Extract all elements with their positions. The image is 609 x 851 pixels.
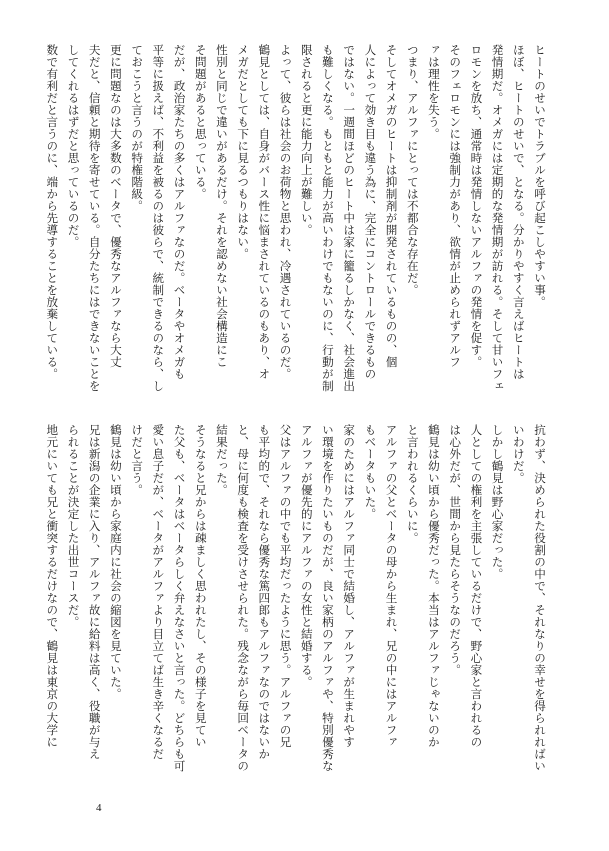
text-line: 愛い息子だが、ベータがアルファより目立てば生き辛くなるだ (151, 424, 166, 760)
text-line: 数で有利だと言うのに、端から先導することを放棄している。 (45, 44, 60, 380)
text-line: と言われるくらいに。 (405, 424, 420, 544)
text-line: 結果だった。 (214, 424, 229, 496)
text-line: ほぼ、ヒートのせいで、となる。分かりやすく言えばヒートは (511, 44, 526, 380)
text-line: 夫だと、信頼と期待を寄せている。自分たちにはできないことを (87, 44, 102, 392)
text-line: 家のためにはアルファ同士で結婚し、アルファが生まれやす (342, 424, 357, 748)
text-line: 人によって効き目も違う為に、完全にコントロールできるもの (363, 44, 378, 380)
text-line: 更に問題なのは大多数のベータで、優秀なアルファなら大丈 (108, 44, 123, 368)
text-line: ておこうと言うのが特権階級。 (130, 44, 145, 212)
text-line: 兄は新潟の企業に入り、アルファ故に給料は高く、役職が与え (87, 424, 102, 760)
text-line: そのフェロモンには強制力があり、欲情が止められずアルフ (448, 44, 463, 368)
text-line: そ問題があると思っている。 (193, 44, 208, 200)
text-line: しかし鶴見は野心家だった。 (490, 424, 505, 580)
text-line: メガだとしても下に見るつもりはない。 (236, 44, 251, 260)
text-line: よって、彼らは社会のお荷物と思われ、冷遇されているのだ。 (278, 44, 293, 380)
text-line: ァは理性を失う。 (426, 44, 441, 140)
text-line: 性別と同じで違いがあるだけ。それを認めない社会構造にこ (214, 44, 229, 368)
text-line: も難しくなる。もともと能力が高いわけでもないのに、行動が制 (320, 44, 335, 392)
text-line: アルファの父とベータの母から生まれ、兄の中にはアルファ (384, 424, 399, 748)
text-line: と、母に何度も検査を受けさせられた。残念ながら毎回ベータの (236, 424, 251, 772)
text-line: 抗わず、決められた役割の中で、それなりの幸せを得られればい (533, 424, 547, 772)
text-line: 鶴見は幼い頃から家庭内に社会の縮図を見ていた。 (108, 424, 123, 700)
text-line: アルファが優先的にアルファの女性と結婚する。 (299, 424, 314, 688)
text-line: は心外だが、世間から見たらそうなのだろう。 (448, 424, 463, 676)
text-line: 父はアルファの中でも平均だったように思う。アルファの兄 (278, 424, 293, 748)
text-line: た父も、ベータはベータらしく弁えなさいと言った。どちらも可 (172, 424, 187, 772)
text-line: もベータもいた。 (363, 424, 378, 520)
text-line: ではない。一週間ほどのヒート中は家に籠るしかなく、社会進出 (342, 44, 357, 392)
text-line: 人としての権利を主張しているだけで、野心家と言われるの (469, 424, 484, 748)
text-line: そしてオメガのヒートは抑制剤が開発されているものの、個 (384, 44, 399, 368)
text-line: い環境を作りたいものだが、良い家柄のアルファや、特別優秀な (320, 424, 335, 772)
text-line: いわけだ。 (511, 424, 526, 484)
text-block-lower (45, 424, 550, 780)
text-line: ヒートのせいでトラブルを呼び起こしやすい事。 (533, 44, 547, 308)
text-line: けだと言う。 (130, 424, 145, 496)
text-line: 地元にいても兄と衝突するだけなので、鶴見は東京の大学に (45, 424, 60, 748)
text-line: 鶴見は幼い頃から優秀だった。本当はアルファじゃないのか (426, 424, 441, 748)
text-line: も平均的で、それなら優秀な篤四郎もアルファなのではないか (257, 424, 272, 760)
text-line: 平等に扱えば、不利益を被るのは彼らで、統制できるのなら、し (151, 44, 166, 392)
text-line: 限されると更に能力向上が難しい。 (299, 44, 314, 236)
page-number: 4 (96, 802, 102, 814)
text-line: そうなると兄からは疎ましく思われたし、その様子を見てい (193, 424, 208, 748)
text-line: だが、政治家たちの多くはアルファなのだ。ベータやオメガも (172, 44, 187, 380)
text-line: られることが決定した出世コースだ。 (66, 424, 81, 628)
text-line: ロモンを放ち、通常時は発情しないアルファの発情を促す。 (469, 44, 484, 368)
text-line: 発情期だ。オメガには定期的な発情期が訪れる。そして甘いフェ (490, 44, 505, 392)
text-block-upper (45, 44, 550, 404)
text-line: 鶴見としては、自身がバース性に悩まされているのもあり、オ (257, 44, 272, 380)
text-line: してくれるはずだと思っているのだ。 (66, 44, 81, 248)
text-line: つまり、アルファにとっては不都合な存在だ。 (405, 44, 420, 296)
